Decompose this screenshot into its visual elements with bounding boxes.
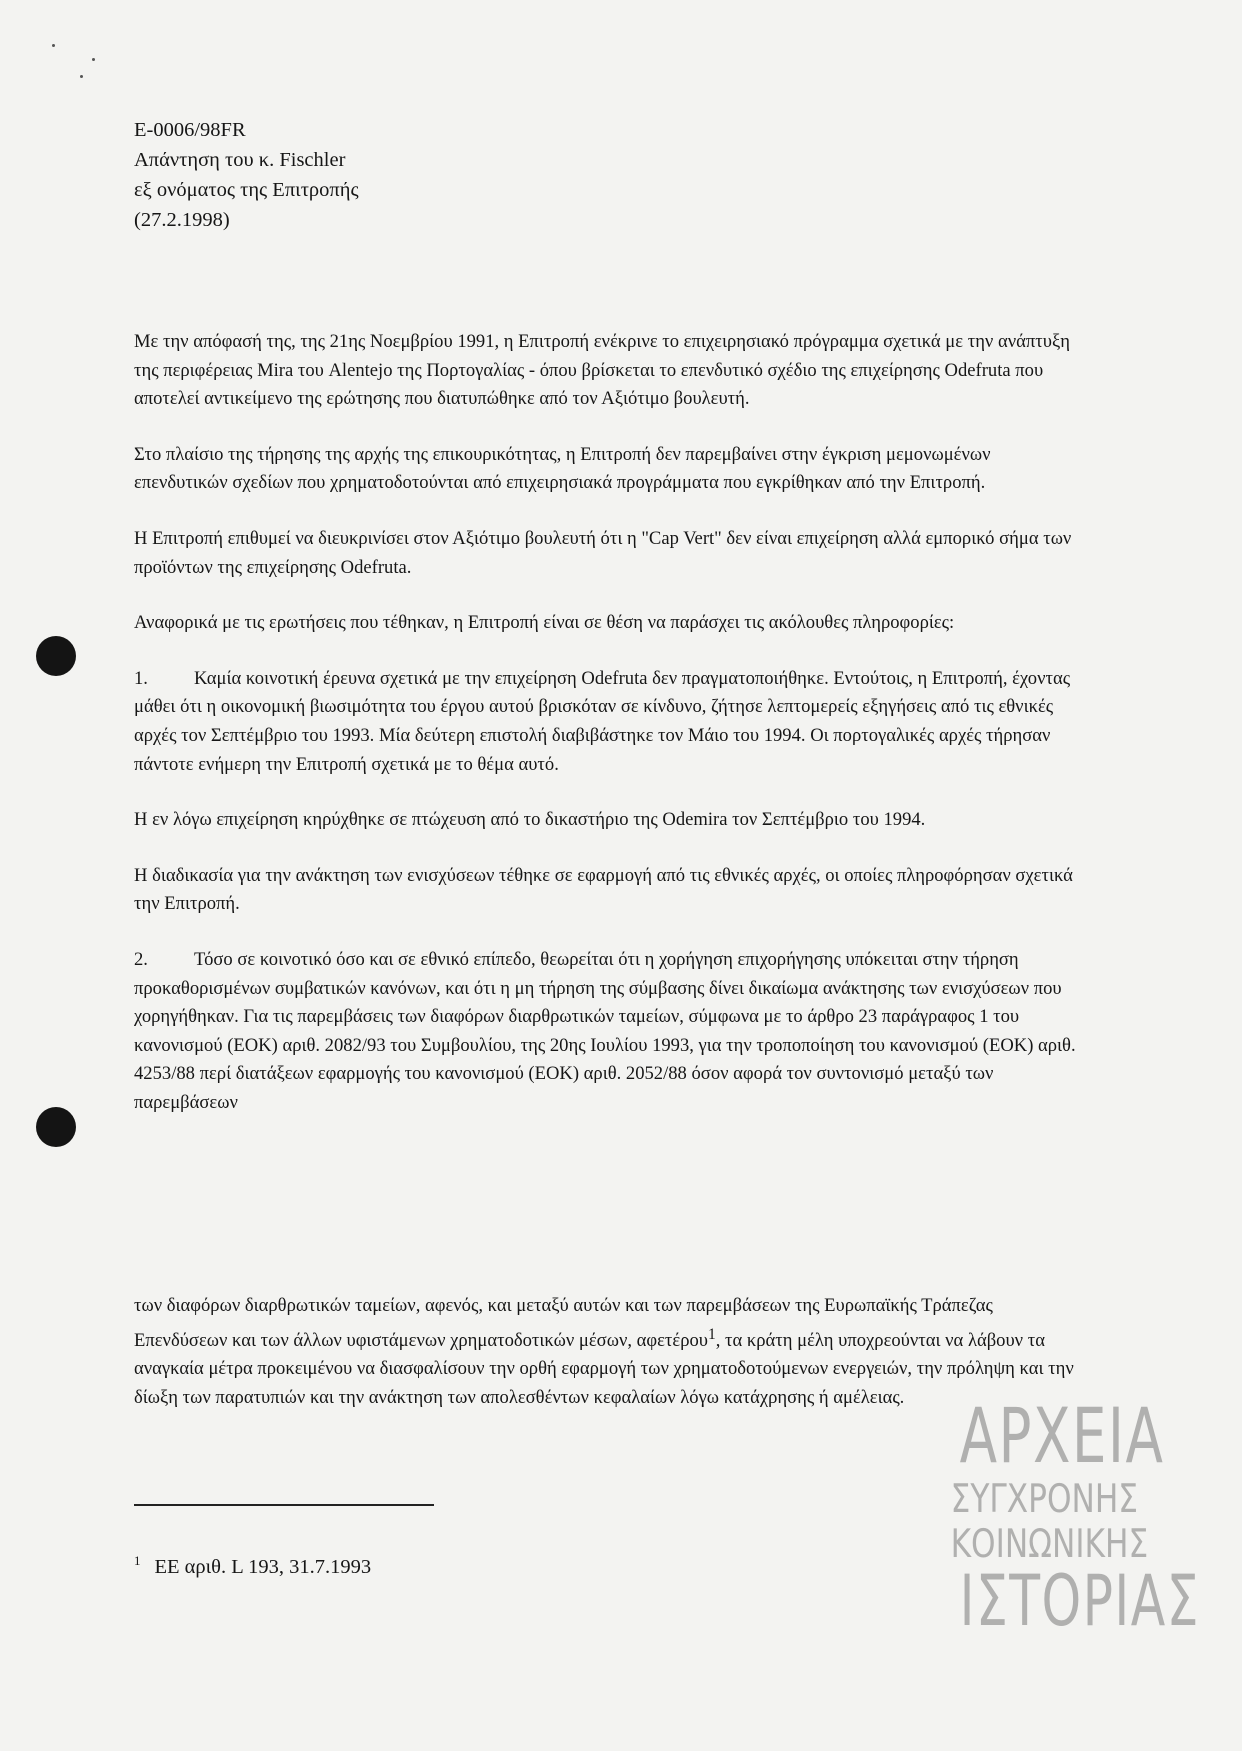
scan-speck [52, 44, 55, 47]
scan-speck [80, 75, 83, 78]
answer-body [134, 328, 1079, 1117]
footnote-divider [134, 1504, 434, 1506]
answer-date: (27.2.1998) [134, 209, 230, 231]
paragraph: Αναφορικά με τις ερωτήσεις που τέθηκαν, η Επιτροπή είναι σε θέση να παράσχει τις ακόλουθες πληροφορίες: [134, 612, 955, 634]
punch-hole [36, 1107, 76, 1147]
continuation-text: των διαφόρων διαρθρωτικών ταμείων, αφενός, και μεταξύ αυτών και των παρεμβάσεων της Ευρωπαϊκής Τράπεζας Επενδύσεων και των άλλων υφιστάμενων χρηματοδοτικών μέσων, αφετέρου [134, 1295, 993, 1351]
letter-header [134, 115, 359, 235]
item-number: 2. [134, 948, 148, 970]
stamp-line: ΣΥΓΧΡΟΝΗΣ [950, 1477, 1139, 1522]
answer-by: Απάντηση του κ. Fischler [134, 149, 346, 171]
archive-stamp [928, 1391, 1200, 1642]
scan-speck [92, 58, 95, 61]
reference-number: E-0006/98FR [134, 119, 246, 141]
item-text: Τόσο σε κοινοτικό όσο και σε εθνικό επίπεδο, θεωρείται ότι η χορήγηση επιχορήγησης υπόκειται στην τήρηση προκαθορισμένων συμβατικών κανόνων, και ότι η μη τήρηση της σύμβασης δίνει δικαίωμα ανάκτησης των ενισχύσεων που χορηγήθηκαν. Για τις παρεμβάσεις των διαφόρων διαρθρωτικών ταμείων, σύμφωνα με το άρθρο 23 παράγραφος 1 του κανονισμού (ΕΟΚ) αριθ. 2082/93 του Συμβουλίου, της 20ης Ιουλίου 1993, για την τροποποίηση του κανονισμού (ΕΟΚ) αριθ. 4253/88 περί διατάξεων εφαρμογής του κανονισμού (ΕΟΚ) αριθ. 2052/88 όσον αφορά τον συντονισμό μεταξύ των παρεμβάσεων [134, 948, 1076, 1113]
stamp-line: ΑΡΧΕΙΑ [959, 1391, 1165, 1480]
footnote-reference: 1 [708, 1325, 716, 1343]
numbered-item-2 [134, 946, 1079, 1118]
on-behalf-of: εξ ονόματος της Επιτροπής [134, 179, 359, 201]
continuation-text: , τα κράτη μέλη υποχρεούνται να λάβουν τα αναγκαία μέτρα προκειμένου να διασφαλίσουν την ορθή εφαρμογή των χρηματοδοτούμενων ενεργειών, την πρόληψη και την δίωξη των παρατυπιών και την ανάκτηση των απολεσθέντων κεφαλαίων λόγω κατάχρησης ή αμέλειας. [134, 1329, 1074, 1408]
paragraph: Με την απόφασή της, της 21ης Νοεμβρίου 1991, η Επιτροπή ενέκρινε το επιχειρησιακό πρόγραμμα σχετικά με την ανάπτυξη της περιφέρειας Mira του Alentejo της Πορτογαλίας - όπου βρίσκεται το επενδυτικό σχέδιο της επιχείρησης Odefruta που αποτελεί αντικείμενο της ερώτησης που διατυπώθηκε από τον Αξιότιμο βουλευτή. [134, 331, 1070, 410]
stamp-line: ΙΣΤΟΡΙΑΣ [959, 1560, 1200, 1642]
numbered-item-1 [134, 665, 1079, 779]
paragraph: Η Επιτροπή επιθυμεί να διευκρινίσει στον Αξιότιμο βουλευτή ότι η "Cap Vert" δεν είναι επιχείρηση αλλά εμπορικό σήμα των προϊόντων της επιχείρησης Odefruta. [134, 527, 1072, 578]
item-text: Καμία κοινοτική έρευνα σχετικά με την επιχείρηση Odefruta δεν πραγματοποιήθηκε. Εντούτοις, η Επιτροπή, έχοντας μάθει ότι η οικονομική βιωσιμότητα του έργου αυτού βρισκόταν σε κίνδυνο, ζήτησε λεπτομερείς εξηγήσεις από τις εθνικές αρχές τον Σεπτέμβριο του 1993. Μία δεύτερη επιστολή διαβιβάστηκε τον Μάιο του 1994. Οι πορτογαλικές αρχές τήρησαν πάντοτε ενήμερη την Επιτροπή σχετικά με το θέμα αυτό. [134, 667, 1071, 775]
footnote-text: ΕΕ αριθ. L 193, 31.7.1993 [154, 1556, 372, 1578]
footnote-mark: 1 [134, 1553, 141, 1568]
item-number: 1. [134, 667, 148, 689]
punch-hole [36, 636, 76, 676]
stamp-line: ΚΟΙΝΩΝΙΚΗΣ [950, 1522, 1149, 1567]
continuation-paragraph [134, 1292, 1084, 1413]
footnote [134, 1553, 371, 1579]
paragraph: Η διαδικασία για την ανάκτηση των ενισχύσεων τέθηκε σε εφαρμογή από τις εθνικές αρχές, οι οποίες πληροφόρησαν σχετικά την Επιτροπή. [134, 864, 1073, 915]
paragraph: Στο πλαίσιο της τήρησης της αρχής της επικουρικότητας, η Επιτροπή δεν παρεμβαίνει στην έγκριση μεμονωμένων επενδυτικών σχεδίων που χρηματοδοτούνται από επιχειρησιακά προγράμματα που εγκρίθηκαν από την Επιτροπή. [134, 443, 991, 494]
paragraph: Η εν λόγω επιχείρηση κηρύχθηκε σε πτώχευση από το δικαστήριο της Odemira τον Σεπτέμβριο του 1994. [134, 809, 926, 831]
